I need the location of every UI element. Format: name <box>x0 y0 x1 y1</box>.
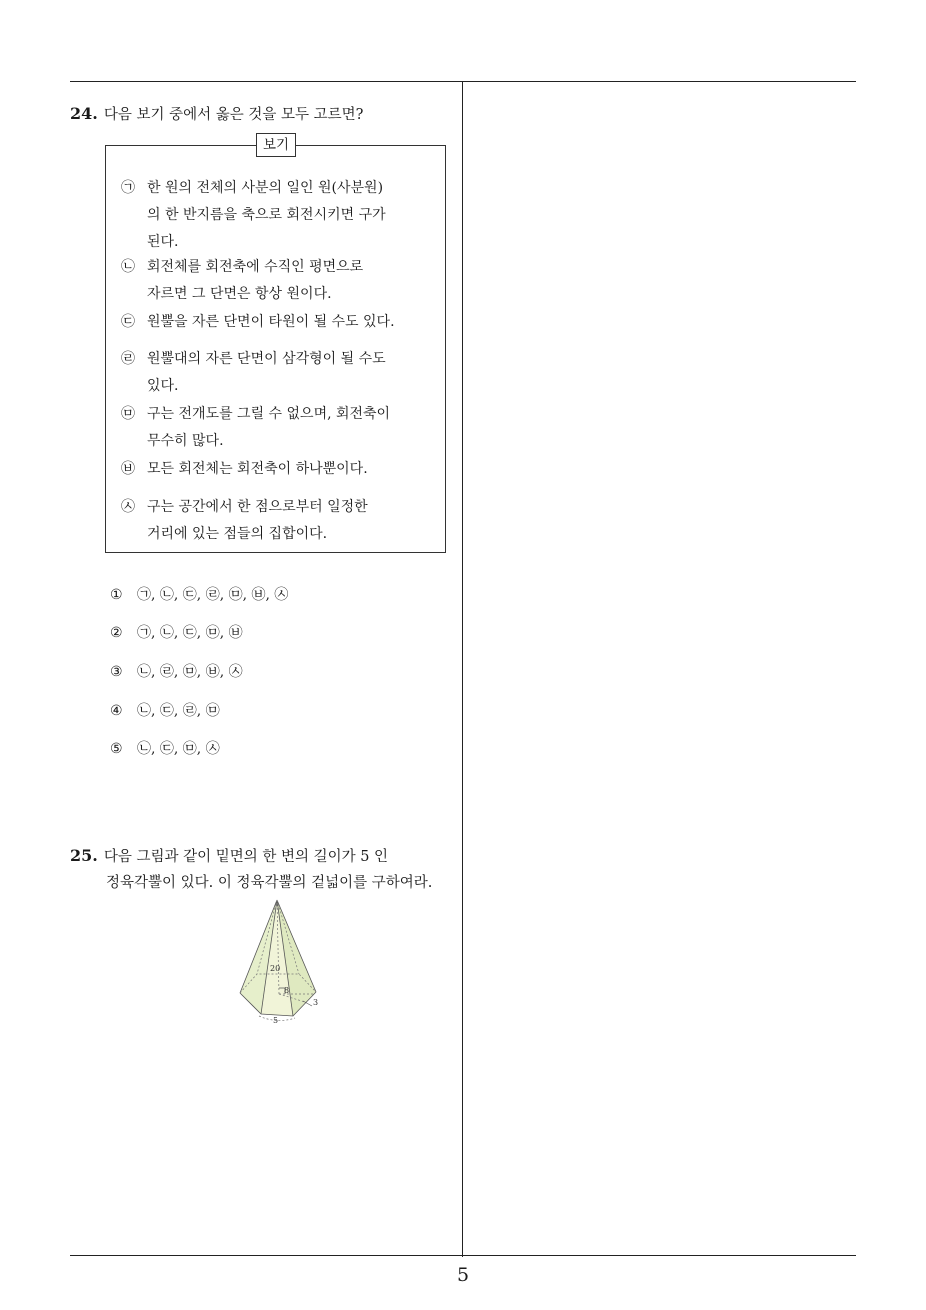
column-divider <box>462 82 463 1257</box>
item-line: 의 한 반지름을 축으로 회전시키면 구가 <box>147 207 386 223</box>
choice-text: ㉡, ㉣, ㉤, ㉥, ㉦ <box>137 664 243 680</box>
item-line: 모든 회전체는 회전축이 하나뿐이다. <box>147 461 368 477</box>
bogi-item-5 <box>121 401 431 455</box>
item-line: 구는 전개도를 그릴 수 없으며, 회전축이 <box>147 406 391 422</box>
choice-text: ㉠, ㉡, ㉢, ㉤, ㉥ <box>137 625 243 641</box>
item-mark: ㉤ <box>121 406 135 422</box>
height-label: 8 <box>284 986 290 995</box>
question-text: 다음 그림과 같이 밑면의 한 변의 길이가 5 인 <box>103 849 389 865</box>
item-line: 있다. <box>147 378 179 394</box>
item-line: 원뿔을 자른 단면이 타원이 될 수도 있다. <box>147 314 395 330</box>
slant-label: 20 <box>270 964 281 973</box>
question-text: 다음 보기 중에서 옳은 것을 모두 고르면? <box>103 107 364 123</box>
choice-number: ② <box>110 625 123 641</box>
item-line: 구는 공간에서 한 점으로부터 일정한 <box>147 499 368 515</box>
side-label: 5 <box>273 1016 279 1025</box>
item-line: 원뿔대의 자른 단면이 삼각형이 될 수도 <box>147 351 386 367</box>
choice-3[interactable] <box>110 662 243 682</box>
item-line: 무수히 많다. <box>147 433 224 449</box>
item-mark: ㉦ <box>121 499 135 515</box>
question-25 <box>70 843 432 896</box>
item-line: 거리에 있는 점들의 집합이다. <box>147 526 328 542</box>
bottom-rule <box>70 1255 856 1256</box>
bogi-item-6 <box>121 456 431 483</box>
choice-number: ⑤ <box>110 741 123 757</box>
question-number: 25. <box>70 846 98 865</box>
item-line: 회전체를 회전축에 수직인 평면으로 <box>147 259 364 275</box>
question-24 <box>70 101 363 128</box>
question-number: 24. <box>70 104 98 123</box>
bogi-item-7 <box>121 494 431 548</box>
item-mark: ㉡ <box>121 259 135 275</box>
bogi-item-4 <box>121 346 431 400</box>
hexagonal-pyramid-figure <box>233 898 333 1026</box>
choice-text: ㉡, ㉢, ㉤, ㉦ <box>137 741 220 757</box>
item-mark: ㉣ <box>121 351 135 367</box>
item-mark: ㉠ <box>121 180 135 196</box>
item-line: 한 원의 전체의 사분의 일인 원(사분원) <box>147 180 384 196</box>
top-rule <box>70 81 856 82</box>
item-line: 자르면 그 단면은 항상 원이다. <box>147 286 332 302</box>
choice-number: ④ <box>110 703 123 719</box>
bogi-item-1 <box>121 175 431 256</box>
item-line: 된다. <box>147 234 179 250</box>
item-mark: ㉢ <box>121 314 135 330</box>
choice-1[interactable] <box>110 585 288 605</box>
bogi-title: 보기 <box>256 133 296 157</box>
choice-2[interactable] <box>110 623 243 643</box>
choice-5[interactable] <box>110 739 220 759</box>
bogi-item-2 <box>121 254 431 308</box>
item-mark: ㉥ <box>121 461 135 477</box>
bogi-item-3 <box>121 309 431 336</box>
choice-text: ㉠, ㉡, ㉢, ㉣, ㉤, ㉥, ㉦ <box>137 587 289 603</box>
question-text: 정육각뿔이 있다. 이 정육각뿔의 겉넓이를 구하여라. <box>106 875 433 891</box>
choice-number: ③ <box>110 664 123 680</box>
choice-number: ① <box>110 587 123 603</box>
apothem-label: 3 <box>313 998 319 1007</box>
page-number: 5 <box>456 1264 470 1286</box>
choice-text: ㉡, ㉢, ㉣, ㉤ <box>137 703 220 719</box>
choice-4[interactable] <box>110 701 220 721</box>
